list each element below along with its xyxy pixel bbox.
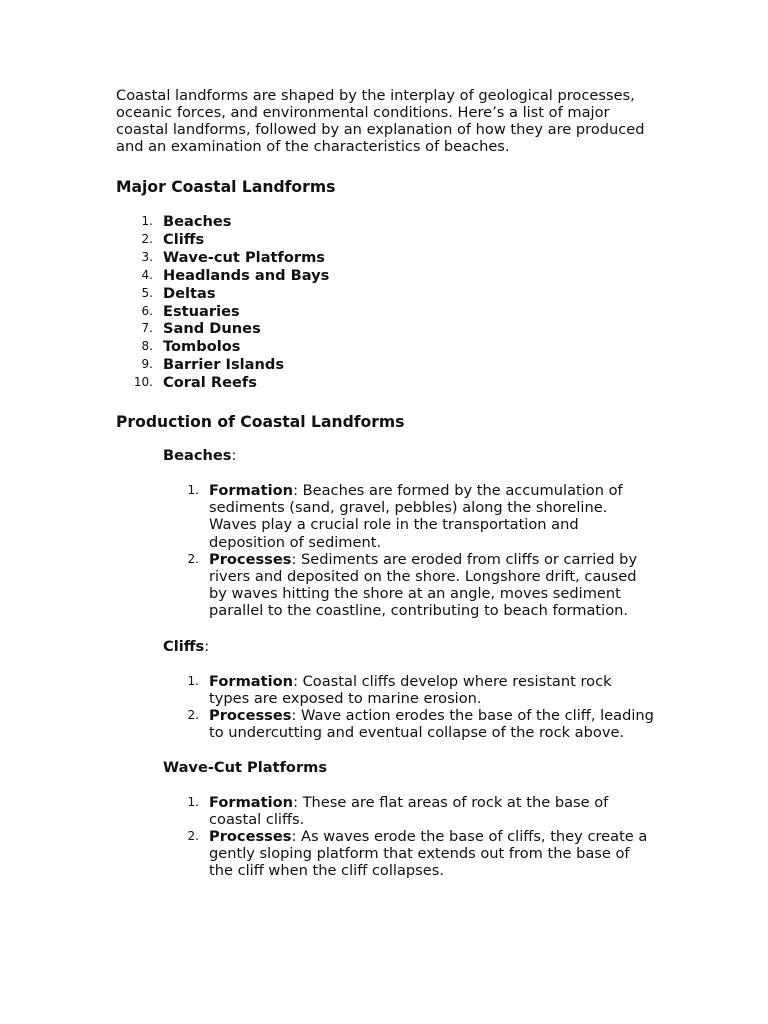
- cliffs-section: [163, 638, 656, 742]
- beaches-subheading: Beaches:: [163, 447, 237, 465]
- list-item: 10. Coral Reefs: [133, 374, 257, 392]
- list-item: 6. Estuaries: [141, 302, 240, 320]
- cliffs-subheading: Cliffs:: [163, 637, 210, 655]
- major-landforms-list: [116, 213, 656, 392]
- list-item: 1. Formation: These are flat areas of rock at the base of coastal cliffs.: [187, 793, 609, 828]
- document-page: [116, 87, 656, 880]
- list-item: 9. Barrier Islands: [141, 356, 285, 374]
- intro-paragraph: Coastal landforms are shaped by the interplay of geological processes, oceanic forces, and environmental conditions. Here’s a list of major coastal landforms, followed by an explanation of how they are produced and an examination of the characteristics of beaches.: [116, 87, 645, 155]
- list-item: 7. Sand Dunes: [141, 320, 261, 338]
- major-landforms-heading: Major Coastal Landforms: [116, 178, 336, 196]
- list-item: 2. Processes: Sediments are eroded from cliffs or carried by rivers and deposited on the shore. Longshore drift, caused by waves hitting the shore at an angle, moves sediment parallel to the coastline, contributing to beach formation.: [187, 550, 638, 620]
- cliffs-list: [163, 673, 656, 742]
- wave-cut-list: [163, 794, 656, 880]
- list-item: 2. Processes: As waves erode the base of cliffs, they create a gently sloping platform that extends out from the base of the cliff when the cliff collapses.: [187, 827, 648, 880]
- list-item: 1. Beaches: [141, 213, 232, 230]
- list-item: 3. Wave-cut Platforms: [141, 248, 325, 266]
- list-item: 2. Processes: Wave action erodes the base of the cliff, leading to undercutting and eventual collapse of the rock above.: [187, 707, 654, 742]
- wave-cut-subheading: Wave-Cut Platforms: [163, 758, 328, 776]
- list-item: 2. Cliffs: [141, 230, 205, 248]
- list-item: 8. Tombolos: [141, 338, 241, 356]
- list-item: 5. Deltas: [141, 284, 216, 302]
- list-item: 1. Formation: Beaches are formed by the accumulation of sediments (sand, gravel, pebbles) along the shoreline. Waves play a crucial role in the transportation and deposition of sediment.: [187, 482, 623, 551]
- wave-cut-section: [163, 759, 656, 880]
- list-item: 4. Headlands and Bays: [141, 266, 330, 284]
- list-item: 1. Formation: Coastal cliffs develop where resistant rock types are exposed to marine erosion.: [187, 672, 612, 707]
- beaches-section: [163, 447, 656, 620]
- production-heading: Production of Coastal Landforms: [116, 413, 405, 432]
- beaches-list: [163, 482, 656, 620]
